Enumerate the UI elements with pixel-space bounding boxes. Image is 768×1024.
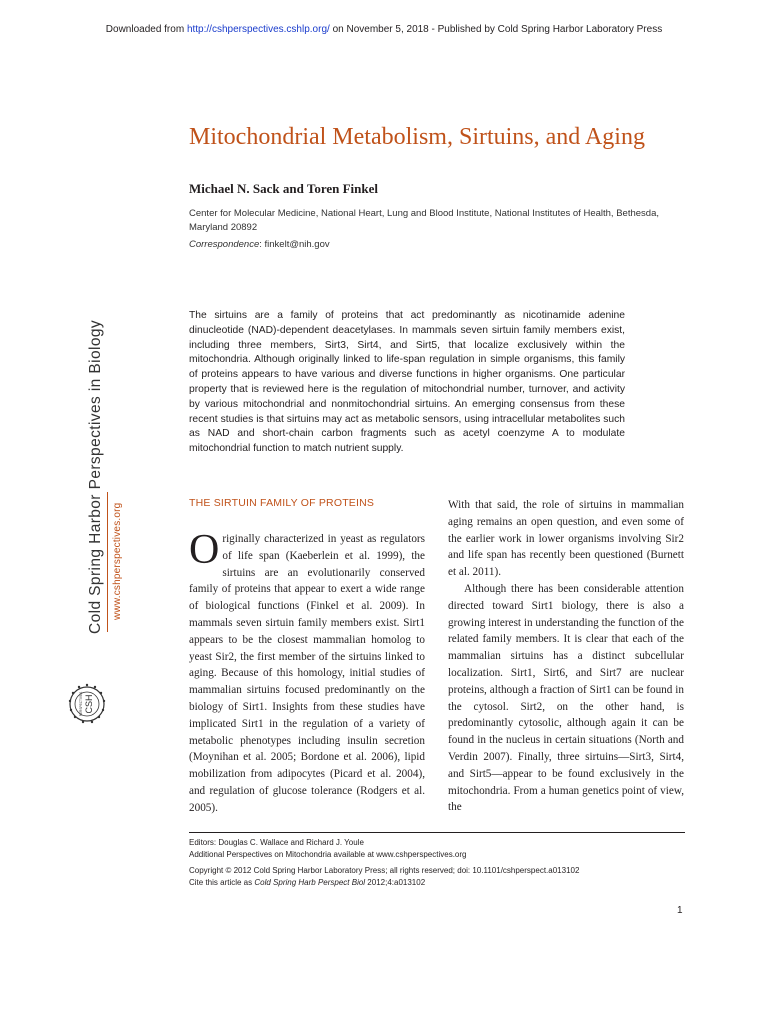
article-title: Mitochondrial Metabolism, Sirtuins, and Aging <box>189 124 645 150</box>
journal-url[interactable]: www.cshperspectives.org <box>112 502 123 620</box>
journal-name: Cold Spring Harbor Perspectives in Biology <box>87 319 104 634</box>
banner-suffix: on November 5, 2018 - Published by Cold Spring Harbor Laboratory Press <box>329 24 663 35</box>
correspondence-label: Correspondence <box>189 239 260 250</box>
left-column-text: riginally characterized in yeast as regulators of life span (Kaeberlein et al. 1999), the sirtuins are an evolutionarily conserved family of proteins that appear to exert a wide range of biological functions (Finkel et al. 2009). In mammals seven sirtuin family members exist. Sirt1 appears to be the closest mammalian homolog to yeast Sir2, the first member of the sirtuins linked to aging. Because of this homology, initial studies of mammalian sirtuins focused predominantly on the biology of Sirt1. Insights from these studies have implicated Sirt1 in the regulation of a variety of metabolic phenotypes including insulin secretion (Moynihan et al. 2005; Bordone et al. 2006), lipid mobilization from adipocytes (Picard et al. 2004), and regulation of glucose tolerance (Rodgers et al. 2005). <box>189 533 425 814</box>
cite-journal: Cold Spring Harb Perspect Biol <box>254 878 366 887</box>
footer-rule <box>189 832 685 833</box>
cite-suffix: 2012;4:a013102 <box>365 878 426 887</box>
drop-cap: O <box>189 527 220 573</box>
body-column-right <box>448 497 684 816</box>
banner-link[interactable]: http://cshperspectives.cshlp.org/ <box>186 24 330 35</box>
cite-prefix: Cite this article as <box>189 878 255 887</box>
correspondence-email[interactable]: : finkelt@nih.gov <box>259 239 330 250</box>
csh-logo-icon <box>62 664 112 744</box>
footer-additional: Additional Perspectives on Mitochondria available at www.cshperspectives.org <box>189 850 467 859</box>
correspondence <box>189 239 330 250</box>
logo-text: CSH <box>84 694 94 714</box>
footer-citation <box>189 878 425 887</box>
page-number: 1 <box>677 905 683 916</box>
article-authors: Michael N. Sack and Toren Finkel <box>189 181 379 196</box>
right-paragraph-2: Although there has been considerable attention directed toward Sirt1 biology, there is also a growing interest in understanding the function of the related family members. It is clear that each of the mammalian sirtuins has a distinct subcellular localization. Sirt1, Sirt6, and Sirt7 are nuclear proteins, although a fraction of Sirt1 can be found in the cytosol. Sirt2, on the other hand, is predominantly cytosolic, although again it can be found in the nucleus in certain situations (North and Verdin 2007). Finally, three sirtuins—Sirt3, Sirt4, and Sirt5—appear to be found exclusively in the mitochondria. From a human genetics point of view, the <box>448 582 684 814</box>
abstract: The sirtuins are a family of proteins that act predominantly as nicotinamide adenine dinucleotide (NAD)-dependent deacetylases. In mammals seven sirtuin family members exist, including three members, Sirt3, Sirt4, and Sirt5, that localize exclusively within the mitochondria. Although originally linked to life-span regulation in simple organisms, this family of proteins appears to have various and diverse functions in higher organisms. One particular property that is reviewed here is the regulation of mitochondrial number, turnover, and activity by various mitochondrial and nonmitochondrial sirtuins. An emerging consensus from these recent studies is that sirtuins may act as metabolic sensors, using intracellular metabolites such as NAD and short-chain carbon fragments such as acetyl coenzyme A to modulate mitochondrial function to match nutrient supply. <box>189 310 625 455</box>
sidebar-divider <box>107 492 108 632</box>
author-affiliation: Center for Molecular Medicine, National Heart, Lung and Blood Institute, National Institutes of Health, Bethesda, Maryland 20892 <box>189 208 659 233</box>
logo-subtext: PERSPECTIVES <box>79 691 83 717</box>
body-column-left <box>189 527 425 817</box>
section-heading: THE SIRTUIN FAMILY OF PROTEINS <box>189 497 375 509</box>
footer-copyright: Copyright © 2012 Cold Spring Harbor Laboratory Press; all rights reserved; doi: 10.1101/cshperspect.a013102 <box>189 866 580 875</box>
footer-editors: Editors: Douglas C. Wallace and Richard J. Youle <box>189 838 364 847</box>
right-paragraph-1: With that said, the role of sirtuins in mammalian aging remains an open question, and even some of the earlier work in lower organisms involving Sir2 and life span has recently been questioned (Burnett et al. 2011). <box>448 499 684 579</box>
banner-prefix: Downloaded from <box>105 24 187 35</box>
download-banner <box>0 24 768 35</box>
